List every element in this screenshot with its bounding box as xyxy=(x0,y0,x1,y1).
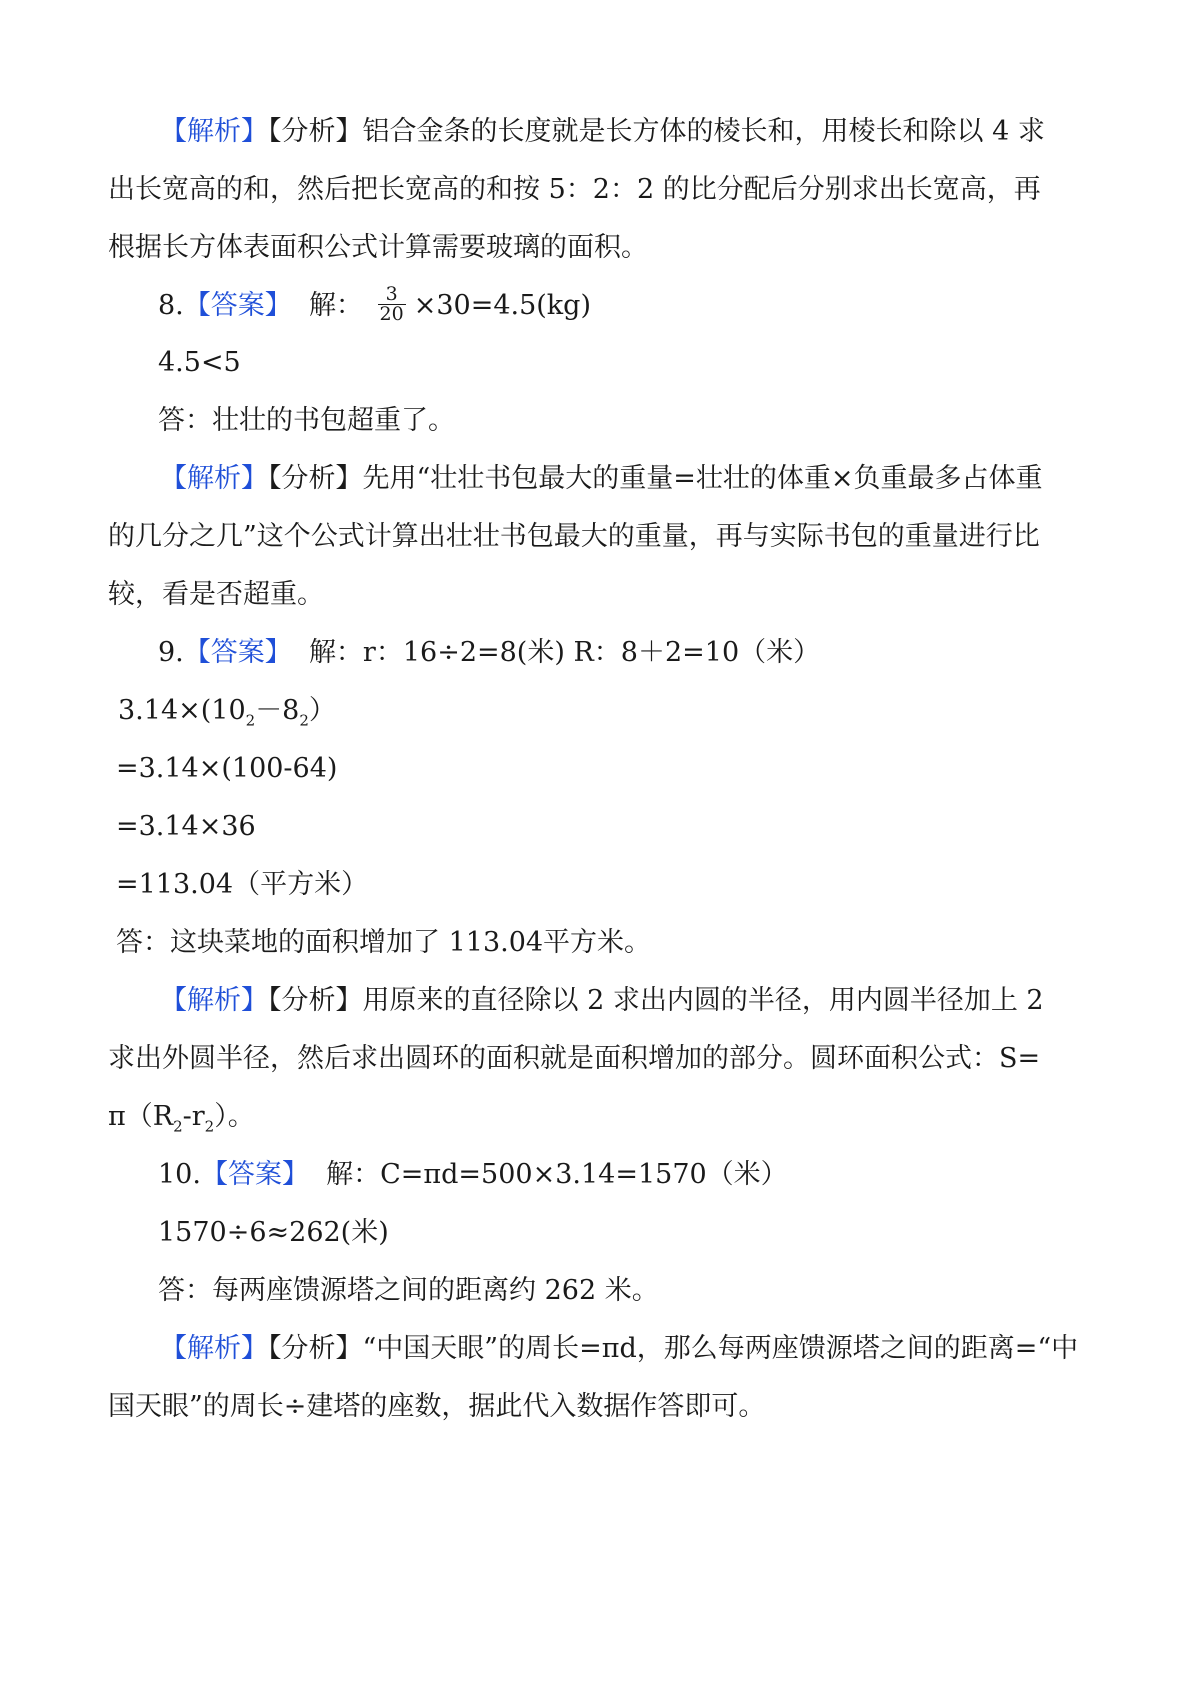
exponent: 2 xyxy=(299,711,309,730)
text: 解：r：16÷2=8(米) R：8＋2=10（米） xyxy=(308,637,821,668)
q10-analysis-line-2: 国天眼”的周长÷建塔的座数，据此代入数据作答即可。 xyxy=(108,1391,766,1422)
q10-line-3: 答：每两座馈源塔之间的距离约 262 米。 xyxy=(158,1275,659,1306)
fenxi-tag: 【分析】 xyxy=(268,1333,363,1364)
text: 铝合金条的长度就是长方体的棱长和，用棱长和除以 4 求 xyxy=(362,116,1045,147)
fenxi-tag: 【分析】 xyxy=(268,463,363,494)
q8-line-2: 4.5<5 xyxy=(158,347,241,378)
exponent: 2 xyxy=(204,1117,215,1136)
q8-answer-line xyxy=(158,283,591,326)
analysis-tag: 【解析】 xyxy=(160,116,268,147)
analysis-tag: 【解析】 xyxy=(160,463,268,494)
analysis-tag: 【解析】 xyxy=(160,985,268,1016)
q7-analysis-line-3: 根据长方体表面积公式计算需要玻璃的面积。 xyxy=(108,232,648,263)
solve-label: 解： xyxy=(308,290,363,321)
analysis-tag: 【解析】 xyxy=(160,1333,268,1364)
text: 解：C=πd=500×3.14=1570（米） xyxy=(326,1159,788,1190)
question-number: 10. xyxy=(158,1159,201,1190)
q7-analysis-line-1 xyxy=(160,114,1045,150)
exponent: 2 xyxy=(173,1117,183,1136)
q7-analysis-line-2: 出长宽高的和，然后把长宽高的和按 5：2：2 的比分配后分别求出长宽高，再 xyxy=(108,174,1041,205)
q10-line-2: 1570÷6≈262(米) xyxy=(158,1217,389,1248)
question-number: 9. xyxy=(158,637,184,668)
q8-analysis-line-3: 较，看是否超重。 xyxy=(108,579,324,610)
q8-line-3: 答：壮壮的书包超重了。 xyxy=(158,405,455,436)
q9-line-4: =3.14×36 xyxy=(116,811,256,842)
text: 3.14×(10 xyxy=(118,695,246,726)
q8-analysis-line-2: 的几分之几”这个公式计算出壮壮书包最大的重量，再与实际书包的重量进行比 xyxy=(108,521,1040,552)
q9-analysis-line-2: 求出外圆半径，然后求出圆环的面积就是面积增加的部分。圆环面积公式：S= xyxy=(108,1043,1041,1074)
text: “中国天眼”的周长=πd，那么每两座馈源塔之间的距离=“中 xyxy=(362,1333,1079,1364)
answer-tag: 【答案】 xyxy=(183,290,292,321)
fraction-numerator: 3 xyxy=(378,285,406,305)
answer-tag: 【答案】 xyxy=(200,1159,309,1190)
fenxi-tag: 【分析】 xyxy=(268,985,363,1016)
text: 先用“壮壮书包最大的重量=壮壮的体重×负重最多占体重 xyxy=(362,463,1043,494)
fenxi-tag: 【分析】 xyxy=(268,116,363,147)
expression: ×30=4.5(kg) xyxy=(413,290,591,321)
q8-analysis-line-1 xyxy=(160,461,1043,497)
fraction-denominator: 20 xyxy=(379,303,404,325)
q9-line-5: =113.04（平方米） xyxy=(116,869,369,900)
q9-line-2 xyxy=(118,693,336,729)
text: ） xyxy=(308,695,336,726)
q10-answer-line xyxy=(158,1157,788,1193)
q9-answer-line xyxy=(158,635,820,671)
exponent: 2 xyxy=(245,711,256,730)
text: -r xyxy=(182,1101,205,1132)
q9-line-3: =3.14×(100-64) xyxy=(116,753,338,784)
text: π（R xyxy=(108,1101,174,1132)
q9-line-6: 答：这块菜地的面积增加了 113.04平方米。 xyxy=(116,927,652,958)
text: －8 xyxy=(255,695,300,726)
q9-analysis-line-1 xyxy=(160,983,1044,1019)
answer-tag: 【答案】 xyxy=(183,637,292,668)
q9-analysis-line-3 xyxy=(108,1099,255,1135)
question-number: 8. xyxy=(158,290,184,321)
fraction xyxy=(378,285,406,324)
text: ）。 xyxy=(214,1101,255,1132)
q10-analysis-line-1 xyxy=(160,1331,1078,1367)
text: 用原来的直径除以 2 求出内圆的半径，用内圆半径加上 2 xyxy=(362,985,1044,1016)
